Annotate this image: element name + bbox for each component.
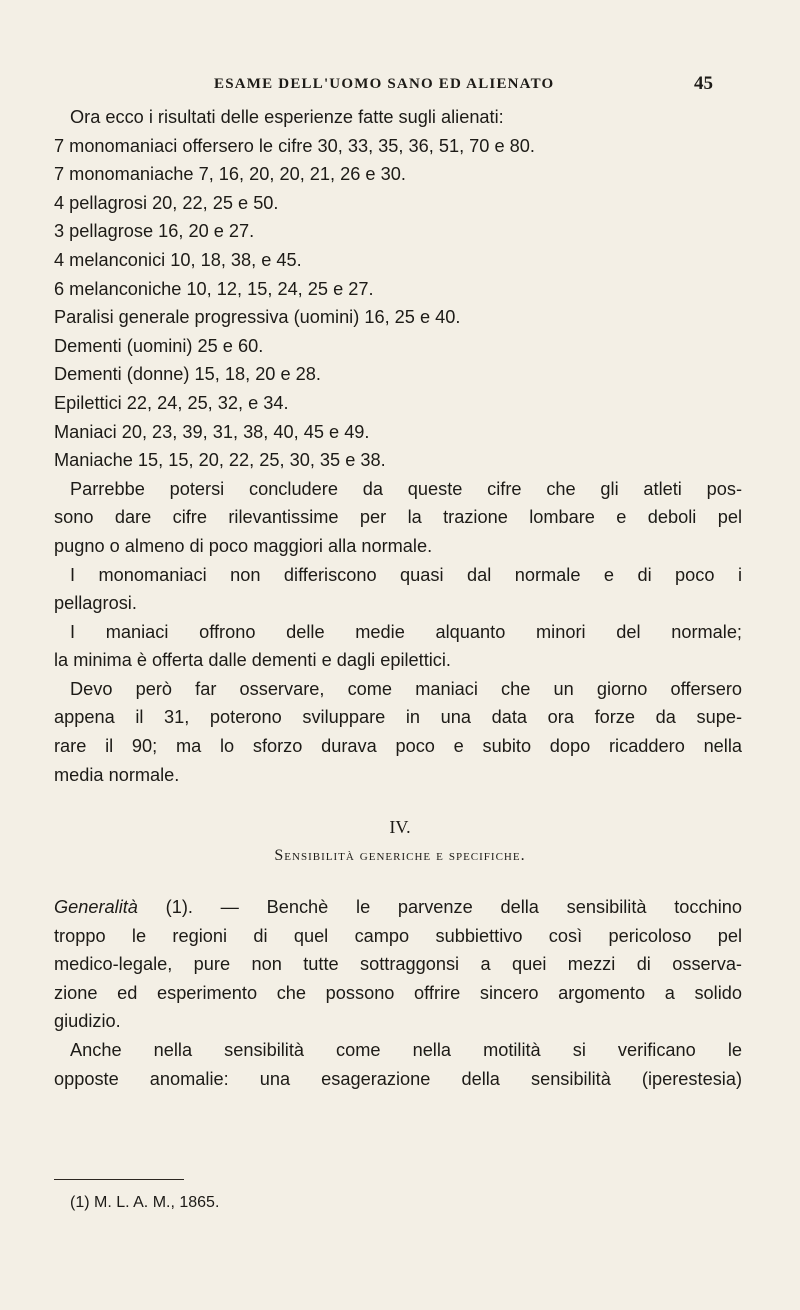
italic-term: Generalità (54, 897, 138, 917)
first-line-rest: (1). — Benchè le parvenze della sensibilità tocchino (137, 897, 742, 917)
running-head (0, 73, 800, 100)
text-line: Dementi (donne) 15, 18, 20 e 28. (54, 364, 321, 385)
text-line: Ora ecco i risultati delle esperienze fatte sugli alienati: (70, 107, 504, 127)
paragraph-line: troppo le regioni di quel campo subbiettivo così pericoloso pel (54, 925, 742, 946)
footnote: (1) M. L. A. M., 1865. (70, 1194, 220, 1211)
running-title: ESAME DELL'UOMO SANO ED ALIENATO (214, 76, 555, 92)
text-line: 3 pellagrose 16, 20 e 27. (54, 221, 255, 242)
text-line: Maniaci 20, 23, 39, 31, 38, 40, 45 e 49. (54, 421, 370, 442)
paragraph-line: pellagrosi. (54, 593, 137, 614)
paragraph-line: opposte anomalie: una esagerazione della sensibilità (iperestesia) (54, 1068, 742, 1089)
text-line: 4 melanconici 10, 18, 38, e 45. (54, 249, 302, 270)
paragraph-line: giudizio. (54, 1011, 121, 1032)
paragraph-line: sono dare cifre rilevantissime per la trazione lombare e deboli pel (54, 507, 742, 528)
footnote-rule (54, 1179, 184, 1180)
section-title: Sensibilità generiche e specifiche. (274, 847, 526, 864)
paragraph-line: la minima è offerta dalle dementi e dagli epilettici. (54, 650, 451, 671)
section-text (54, 893, 742, 1093)
paragraph-line: I maniaci offrono delle medie alquanto minori del normale; (70, 621, 742, 642)
section-number: IV. (389, 817, 411, 837)
text-line: 6 melanconiche 10, 12, 15, 24, 25 e 27. (54, 278, 374, 299)
paragraph-line: pugno o almeno di poco maggiori alla normale. (54, 535, 433, 556)
paragraph-line: Parrebbe potersi concludere da queste cifre che gli atleti pos- (70, 478, 742, 499)
text-line: 7 monomaniaci offersero le cifre 30, 33, 35, 36, 51, 70 e 80. (54, 135, 535, 156)
text-line: Dementi (uomini) 25 e 60. (54, 335, 264, 356)
page-number: 45 (694, 73, 713, 94)
paragraph-first-line (54, 893, 742, 922)
text-line: 4 pellagrosi 20, 22, 25 e 50. (54, 192, 279, 213)
text-line: Epilettici 22, 24, 25, 32, e 34. (54, 392, 289, 413)
paragraph-line: Anche nella sensibilità come nella motilità si verificano le (70, 1039, 742, 1060)
paragraph-line: zione ed esperimento che possono offrire sincero argomento a solido (54, 982, 742, 1003)
text-line: Paralisi generale progressiva (uomini) 16, 25 e 40. (54, 307, 461, 328)
paragraph-line: media normale. (54, 764, 180, 785)
paragraph-line: appena il 31, poterono sviluppare in una data ora forze da supe- (54, 707, 742, 728)
paragraph-line: medico-legale, pure non tutte sottraggonsi a quei mezzi di osserva- (54, 954, 742, 975)
paragraph-line: rare il 90; ma lo sforzo durava poco e subito dopo ricaddero nella (54, 736, 742, 757)
paragraph-line: Devo però far osservare, come maniaci che un giorno offersero (70, 678, 742, 699)
text-line: Maniache 15, 15, 20, 22, 25, 30, 35 e 38. (54, 450, 386, 471)
paragraph-line: I monomaniaci non differiscono quasi dal normale e di poco i (70, 564, 742, 585)
text-line: 7 monomaniache 7, 16, 20, 20, 21, 26 e 30. (54, 164, 406, 185)
main-text (54, 103, 742, 789)
